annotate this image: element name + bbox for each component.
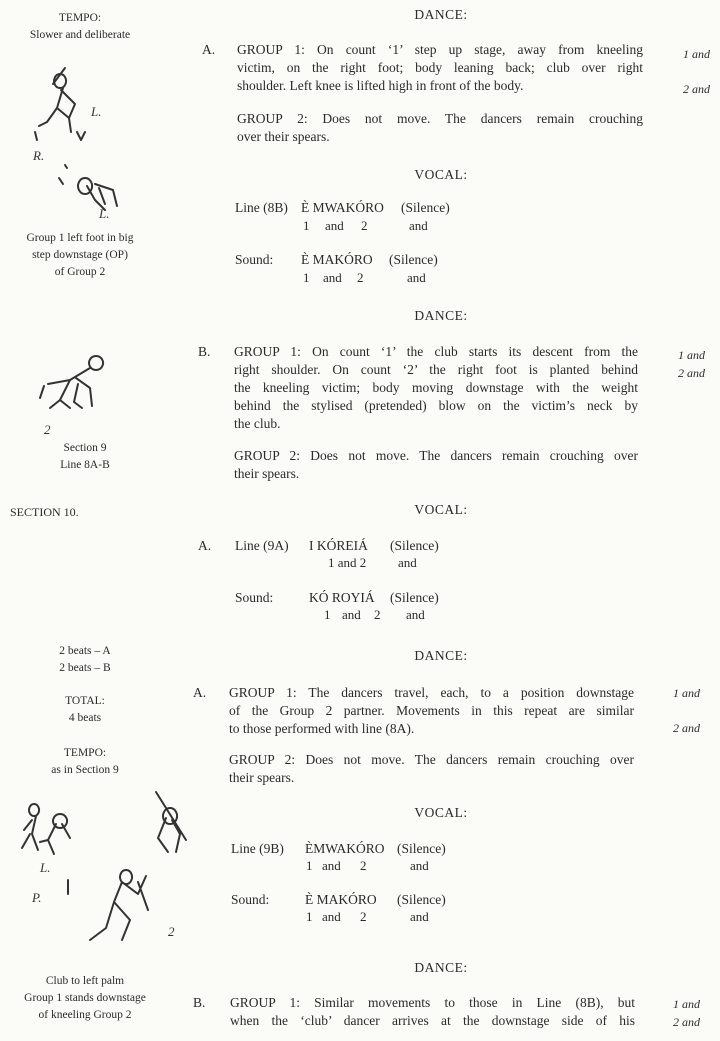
dance-heading-3: DANCE: <box>414 648 468 663</box>
vocal-heading-1: VOCAL: <box>414 167 468 182</box>
vocal1-line-counts <box>303 217 428 235</box>
fig1-mark-2: R. <box>33 148 45 163</box>
vocal-sound-label: Sound: <box>231 892 270 907</box>
vocal-lyric: ÈMWAKÓRO <box>305 841 385 856</box>
fig2-caption <box>15 440 155 474</box>
beats-block <box>15 643 155 677</box>
para-line: GROUP 1: Similar movements to those in Line (8B), but <box>230 995 635 1010</box>
count-cue: 1 and <box>678 348 705 362</box>
count: 1 <box>306 909 313 924</box>
vocal-lyric: È MWAKÓRO <box>301 200 384 215</box>
beats-a: 2 beats – A <box>59 645 111 657</box>
fig2-mark-1: 2 <box>44 422 51 437</box>
count: and <box>407 270 426 285</box>
para-line: behind the stylised (pretended) blow on the victim’s neck by <box>234 398 638 413</box>
vocal-sound-label: Sound: <box>235 252 274 267</box>
tempo2-label: TEMPO: <box>63 747 107 759</box>
para-line: when the ‘club’ dancer arrives at the downstage side of his <box>230 1013 635 1028</box>
fig1-caption <box>10 230 150 281</box>
count: 2 <box>360 909 367 924</box>
vocal1-sound-counts <box>303 269 426 287</box>
para-line: GROUP 1: On count ‘1’ the club starts its descent from the <box>234 344 638 359</box>
vocal3-line-counts <box>306 857 429 875</box>
para-line: GROUP 2: Does not move. The dancers remain crouching over <box>234 448 638 463</box>
vocal-silence: (Silence) <box>389 252 438 267</box>
vocal-silence: (Silence) <box>397 892 446 907</box>
fig1-mark-1: L. <box>91 104 102 119</box>
vocal-silence: (Silence) <box>390 590 439 605</box>
para-line: their spears. <box>234 466 300 481</box>
vocal1-sound <box>235 251 438 269</box>
para-letter-b2: B. <box>193 995 206 1010</box>
count: 2 <box>361 218 368 233</box>
vocal2-line-counts <box>328 554 417 572</box>
count: 1 and 2 <box>328 555 367 570</box>
para-letter-a1: A. <box>202 42 216 57</box>
dance-heading-2: DANCE: <box>414 308 468 323</box>
count-cue: 1 and <box>673 686 700 700</box>
count: 2 <box>360 858 367 873</box>
count: 1 <box>324 607 331 622</box>
vocal-lyric: I KÓREIÁ <box>309 538 368 553</box>
vocal-heading-2: VOCAL: <box>414 502 468 517</box>
para-a1-group2 <box>237 110 643 146</box>
count: 2 <box>374 607 381 622</box>
section-label: SECTION 10. <box>10 505 79 519</box>
vocal-lyric: KÓ ROYIÁ <box>309 590 375 605</box>
total-value: 4 beats <box>68 712 102 724</box>
vocal-heading-3: VOCAL: <box>414 805 468 820</box>
dance-figure-3 <box>18 790 198 960</box>
tempo-value: Slower and deliberate <box>29 29 131 41</box>
fig1-caption-line: Group 1 left foot in big <box>26 232 134 244</box>
vocal-sound-label: Sound: <box>235 590 274 605</box>
beats-b: 2 beats – B <box>59 662 111 674</box>
vocal-silence: (Silence) <box>390 538 439 553</box>
count-cue: 2 and <box>673 721 700 735</box>
fig3-caption-line: Club to left palm <box>45 975 125 987</box>
fig3-caption-line: of kneeling Group 2 <box>38 1009 132 1021</box>
vocal-line-label: Line (8B) <box>235 200 288 215</box>
para-line: shoulder. Left knee is lifted high in front of the body. <box>237 78 524 93</box>
para-line: their spears. <box>229 770 295 785</box>
para-letter-b1: B. <box>198 344 211 359</box>
count: 1 <box>306 858 313 873</box>
para-line: right shoulder. On count ‘2’ the right foot is planted behind <box>234 362 638 377</box>
fig3-mark-3: 2 <box>168 924 175 939</box>
count: and <box>325 218 344 233</box>
tempo2-block <box>15 745 155 779</box>
count-cue: 1 and <box>673 997 700 1011</box>
vocal3-sound-counts <box>306 908 429 926</box>
count-cue: 2 and <box>683 82 710 96</box>
tempo2-value: as in Section 9 <box>51 764 119 776</box>
vocal3-sound <box>231 891 446 909</box>
para-line: of the Group 2 partner. Movements in this repeat are similar <box>229 703 634 718</box>
para-line: over their spears. <box>237 129 330 144</box>
vocal-lyric: È MAKÓRO <box>305 892 377 907</box>
count: and <box>342 607 361 622</box>
para-line: GROUP 2: Does not move. The dancers remain crouching <box>237 111 643 126</box>
count: and <box>322 909 341 924</box>
vocal-silence: (Silence) <box>401 200 450 215</box>
total-block <box>15 693 155 727</box>
count: 1 <box>303 270 310 285</box>
total-label: TOTAL: <box>65 695 105 707</box>
fig3-mark-2: P. <box>32 890 42 905</box>
count-cue: 2 and <box>673 1015 700 1029</box>
count: 2 <box>357 270 364 285</box>
para-a2-group2 <box>229 751 634 787</box>
fig3-caption-line: Group 1 stands downstage <box>24 992 146 1004</box>
count: and <box>410 858 429 873</box>
dance-heading-1: DANCE: <box>414 7 468 22</box>
para-letter-a2: A. <box>193 685 207 700</box>
vocal3-line <box>231 840 446 858</box>
para-b1-group1 <box>234 343 638 433</box>
para-a1-group1 <box>237 41 643 95</box>
para-line: GROUP 1: The dancers travel, each, to a position downstage <box>229 685 634 700</box>
fig1-caption-line: step downstage (OP) <box>32 249 128 261</box>
para-line: to those performed with line (8A). <box>229 721 415 736</box>
para-b1-group2 <box>234 447 638 483</box>
count-cue: 1 and <box>683 47 710 61</box>
para-letter-v2: A. <box>198 538 212 553</box>
vocal1-line <box>235 199 450 217</box>
fig3-caption <box>10 973 160 1024</box>
count: and <box>398 555 417 570</box>
vocal-silence: (Silence) <box>397 841 446 856</box>
tempo-label: TEMPO: <box>58 12 102 24</box>
tempo-block <box>10 10 150 44</box>
vocal2-line <box>235 537 439 555</box>
fig2-caption-line: Line 8A-B <box>60 459 110 471</box>
count: and <box>406 607 425 622</box>
vocal-lyric: È MAKÓRO <box>301 252 373 267</box>
dance-heading-4: DANCE: <box>414 960 468 975</box>
fig3-mark-1: L. <box>40 860 51 875</box>
vocal2-sound <box>235 589 439 607</box>
fig1-mark-3: L. <box>99 206 110 221</box>
fig1-caption-line: of Group 2 <box>54 266 106 278</box>
para-a2-group1 <box>229 684 634 738</box>
para-line: the kneeling victim; body moving downstage with the weight <box>234 380 638 395</box>
vocal-line-label: Line (9A) <box>235 538 289 553</box>
count: and <box>410 909 429 924</box>
para-line: victim, on the right foot; body leaning back; club over right <box>237 60 643 75</box>
dance-figure-1 <box>25 60 135 220</box>
count: 1 <box>303 218 310 233</box>
para-line: GROUP 1: On count ‘1’ step up stage, away from kneeling <box>237 42 643 57</box>
dance-figure-2 <box>30 348 130 438</box>
count: and <box>323 270 342 285</box>
para-line: GROUP 2: Does not move. The dancers remain crouching over <box>229 752 634 767</box>
count: and <box>322 858 341 873</box>
count-cue: 2 and <box>678 366 705 380</box>
vocal2-sound-counts <box>324 606 425 624</box>
count: and <box>409 218 428 233</box>
para-b2-group1 <box>230 994 635 1030</box>
vocal-line-label: Line (9B) <box>231 841 284 856</box>
fig2-caption-line: Section 9 <box>63 442 107 454</box>
para-line: the club. <box>234 416 281 431</box>
